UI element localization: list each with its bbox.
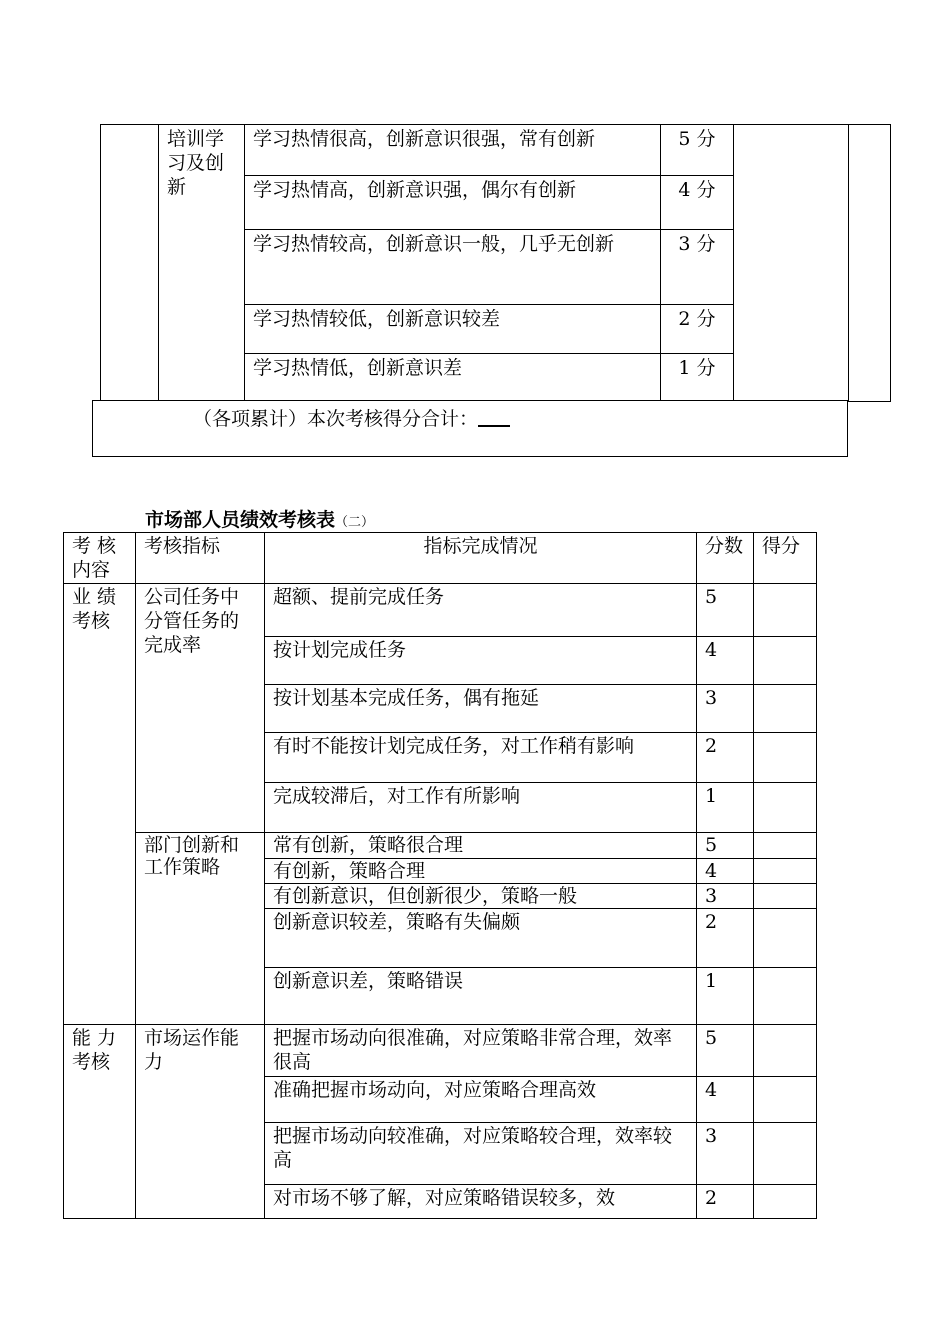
earned-score-cell[interactable]	[754, 733, 817, 783]
score-cell: 4 分	[661, 176, 734, 230]
score-cell: 3	[697, 884, 754, 909]
criteria-cell: 学习热情高，创新意识强，偶尔有创新	[245, 176, 661, 230]
score-cell: 2 分	[661, 305, 734, 354]
content-cell	[101, 125, 159, 402]
header-completion: 指标完成情况	[265, 533, 697, 584]
criteria-cell: 超额、提前完成任务	[265, 584, 697, 637]
earned-score-cell[interactable]	[754, 884, 817, 909]
content-performance: 业 绩考核	[64, 584, 136, 1025]
earned-score-cell[interactable]	[754, 909, 817, 968]
criteria-cell: 按计划完成任务	[265, 637, 697, 685]
header-score: 分数	[697, 533, 754, 584]
earned-score-cell[interactable]	[754, 1185, 817, 1219]
score-cell: 5 分	[661, 125, 734, 176]
indicator-training: 培训学习及创新	[159, 125, 245, 402]
score-cell: 1	[697, 968, 754, 1025]
criteria-cell: 有创新，策略合理	[265, 859, 697, 884]
score-cell: 4	[697, 1077, 754, 1123]
remark-cell	[849, 125, 891, 402]
criteria-cell: 按计划基本完成任务，偶有拖延	[265, 685, 697, 733]
criteria-cell: 学习热情低，创新意识差	[245, 354, 661, 402]
criteria-cell: 把握市场动向较准确，对应策略较合理，效率较高	[265, 1123, 697, 1185]
criteria-cell: 学习热情很高，创新意识很强，常有创新	[245, 125, 661, 176]
training-evaluation-table	[100, 124, 891, 402]
score-cell: 3 分	[661, 230, 734, 305]
earned-score-cell[interactable]	[754, 584, 817, 637]
earned-score-cell[interactable]	[754, 968, 817, 1025]
total-score-row	[92, 400, 848, 457]
title-main: 市场部人员绩效考核表	[145, 509, 336, 531]
indicator-task-completion: 公司任务中分管任务的完成率	[136, 584, 265, 833]
score-cell: 3	[697, 1123, 754, 1185]
content-ability: 能 力考核	[64, 1025, 136, 1219]
score-cell: 2	[697, 733, 754, 783]
score-cell: 1	[697, 783, 754, 833]
score-cell: 2	[697, 909, 754, 968]
score-cell: 4	[697, 859, 754, 884]
earned-score-cell[interactable]	[754, 833, 817, 859]
total-score-blank[interactable]	[478, 407, 510, 427]
earned-score-cell[interactable]	[754, 1123, 817, 1185]
score-cell: 5	[697, 833, 754, 859]
criteria-cell: 学习热情较低，创新意识较差	[245, 305, 661, 354]
score-cell: 5	[697, 1025, 754, 1077]
header-indicator: 考核指标	[136, 533, 265, 584]
criteria-cell: 对市场不够了解，对应策略错误较多，效	[265, 1185, 697, 1219]
criteria-cell: 常有创新，策略很合理	[265, 833, 697, 859]
criteria-cell: 创新意识差，策略错误	[265, 968, 697, 1025]
criteria-cell: 把握市场动向很准确，对应策略非常合理，效率很高	[265, 1025, 697, 1077]
page-title	[145, 508, 374, 535]
criteria-cell: 准确把握市场动向，对应策略合理高效	[265, 1077, 697, 1123]
earned-score-cell[interactable]	[754, 685, 817, 733]
score-cell: 3	[697, 685, 754, 733]
title-sub: （二）	[335, 515, 375, 530]
indicator-market-operation: 市场运作能力	[136, 1025, 265, 1219]
criteria-cell: 学习热情较高，创新意识一般，几乎无创新	[245, 230, 661, 305]
criteria-cell: 有时不能按计划完成任务，对工作稍有影响	[265, 733, 697, 783]
header-content: 考 核内容	[64, 533, 136, 584]
criteria-cell: 有创新意识，但创新很少，策略一般	[265, 884, 697, 909]
total-score-label: （各项累计）本次考核得分合计：	[193, 408, 479, 430]
score-cell: 2	[697, 1185, 754, 1219]
market-performance-table	[63, 532, 817, 1219]
score-cell: 5	[697, 584, 754, 637]
earned-score-cell	[734, 125, 849, 402]
earned-score-cell[interactable]	[754, 859, 817, 884]
header-earned: 得分	[754, 533, 817, 584]
earned-score-cell[interactable]	[754, 637, 817, 685]
earned-score-cell[interactable]	[754, 1077, 817, 1123]
score-cell: 4	[697, 637, 754, 685]
earned-score-cell[interactable]	[754, 1025, 817, 1077]
indicator-innovation-strategy: 部门创新和工作策略	[136, 833, 265, 1025]
criteria-cell: 创新意识较差，策略有失偏颇	[265, 909, 697, 968]
earned-score-cell[interactable]	[754, 783, 817, 833]
criteria-cell: 完成较滞后，对工作有所影响	[265, 783, 697, 833]
score-cell: 1 分	[661, 354, 734, 402]
